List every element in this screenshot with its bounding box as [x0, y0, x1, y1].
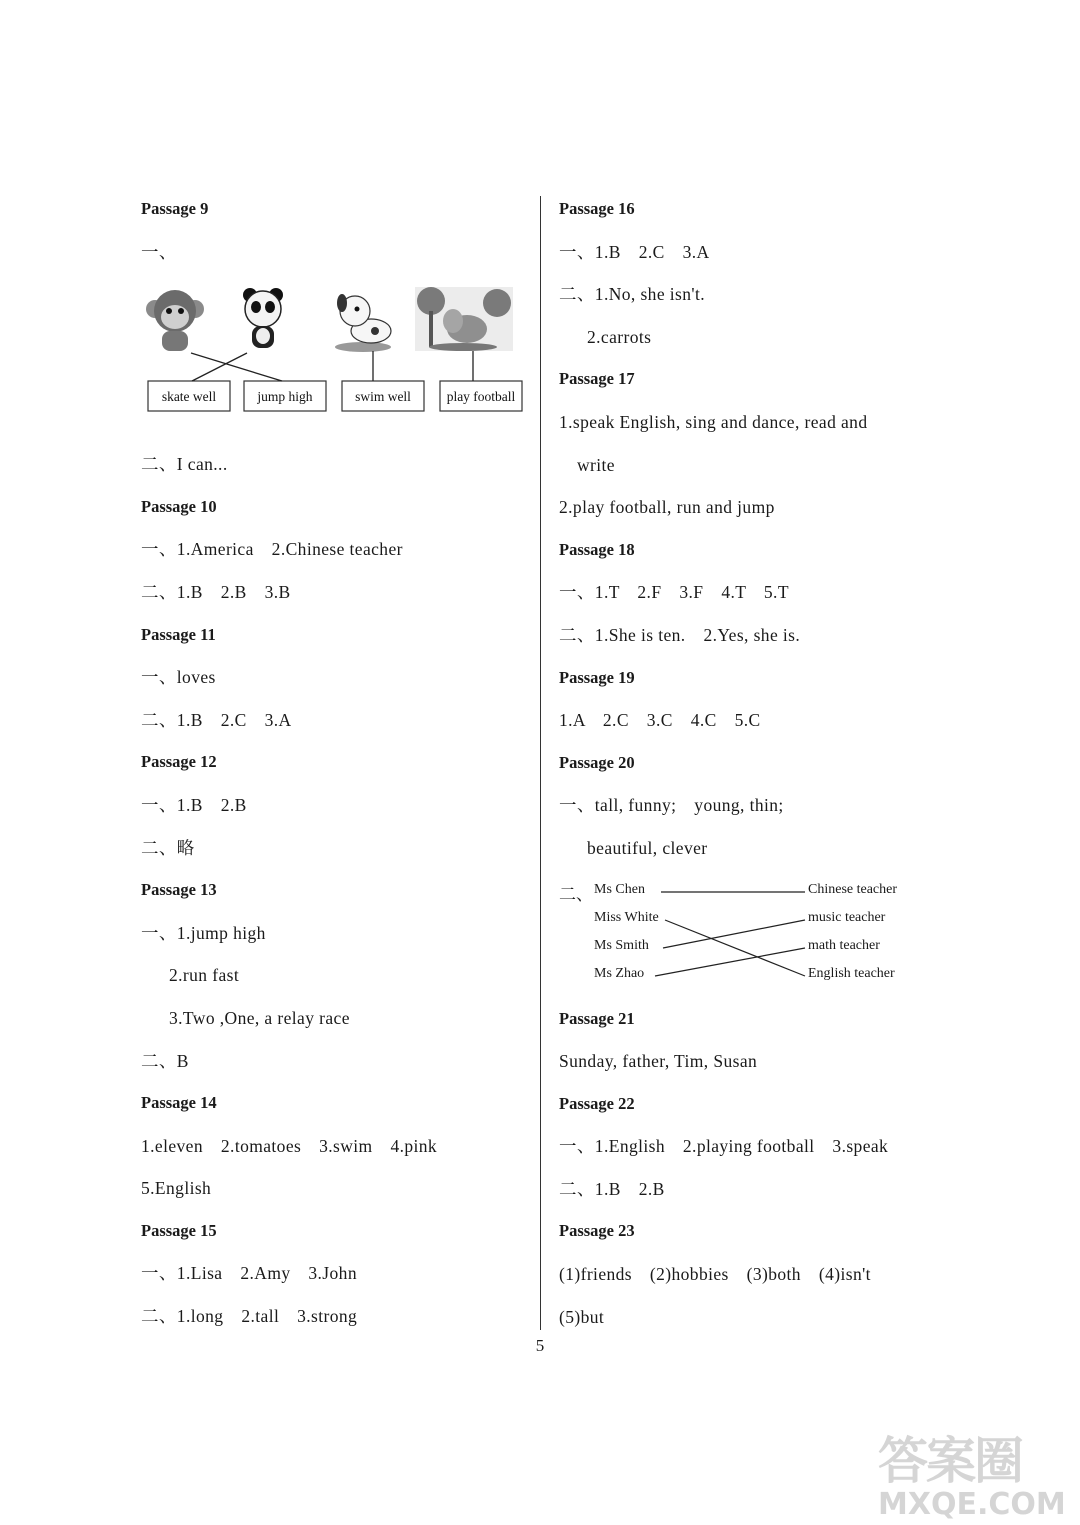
answer-line: 一、1.America 2.Chinese teacher: [141, 539, 403, 560]
passage-heading: Passage 20: [559, 752, 635, 772]
passage-heading: Passage 9: [141, 199, 209, 218]
monkey-icon: [146, 290, 204, 351]
passage-heading: Passage 22: [559, 1093, 635, 1113]
teacher-matching: [559, 878, 959, 1006]
answer-line: 一、1.Lisa 2.Amy 3.John: [141, 1263, 357, 1284]
answer-line: 二、B: [141, 1050, 189, 1071]
answer-line: 一、1.jump high: [141, 922, 266, 943]
answer-line: 二、1.She is ten. 2.Yes, she is.: [559, 624, 801, 645]
answer-line: 1.eleven 2.tomatoes 3.swim 4.pink: [141, 1135, 438, 1156]
connector-line: [191, 353, 282, 381]
elephant-icon: [415, 287, 513, 351]
page-number: 5: [535, 1336, 545, 1355]
passage-heading: Passage 13: [141, 880, 217, 900]
answer-line: 5.English: [141, 1178, 212, 1199]
match-right-label: Chinese teacher: [808, 881, 898, 897]
match-right-label: English teacher: [808, 965, 895, 981]
answer-line: 一、tall, funny; young, thin;: [559, 795, 784, 816]
answer-line: 一、: [141, 241, 177, 262]
answer-line: Sunday, father, Tim, Susan: [559, 1051, 758, 1072]
passage-heading: Passage 16: [559, 199, 635, 218]
answer-line: (1)friends (2)hobbies (3)both (4)isn't: [559, 1264, 871, 1285]
answer-line: write: [577, 454, 615, 475]
match-left-label: Ms Zhao: [594, 965, 645, 981]
answer-line: 二、I can...: [141, 454, 228, 475]
column-divider: [540, 196, 541, 1330]
panda-icon: [243, 288, 283, 348]
answer-line: 二、1.B 2.C 3.A: [141, 709, 292, 730]
answer-line: 二、1.B 2.B 3.B: [141, 581, 291, 602]
dog-icon: [335, 294, 391, 352]
option-box-label: jump high: [257, 389, 313, 405]
section-marker: 二、: [559, 884, 593, 904]
match-left-label: Ms Smith: [594, 937, 649, 953]
option-box-label: swim well: [355, 389, 411, 405]
answer-line: (5)but: [559, 1306, 605, 1327]
answer-line: 1.speak English, sing and dance, read and: [559, 411, 868, 432]
passage-heading: Passage 14: [141, 1093, 217, 1113]
passage-heading: Passage 21: [559, 1008, 635, 1028]
connector-line: [192, 353, 247, 381]
watermark-text-url: MXQE.COM: [878, 1487, 1066, 1522]
match-line: [655, 948, 805, 976]
passage-heading: Passage 12: [141, 752, 217, 772]
option-box: [244, 381, 326, 411]
right-column: [559, 196, 959, 1346]
answer-line: 一、1.B 2.B: [141, 794, 247, 815]
passage-heading: Passage 19: [559, 667, 635, 687]
answer-line: 2.run fast: [169, 965, 240, 986]
passage-heading: Passage 23: [559, 1221, 635, 1241]
passage-heading: Passage 18: [559, 539, 635, 559]
passage-heading: Passage 15: [141, 1220, 217, 1240]
match-line: [663, 920, 805, 948]
answer-line: 2.play football, run and jump: [559, 497, 775, 518]
answer-line: 2.carrots: [587, 326, 652, 347]
left-column: [141, 196, 531, 1346]
option-box-label: skate well: [161, 389, 217, 405]
match-right-label: music teacher: [808, 909, 886, 925]
option-box: [440, 381, 522, 411]
watermark-logo: [878, 1421, 1066, 1522]
passage-heading: Passage 10: [141, 496, 217, 516]
matching-figure: [141, 281, 531, 451]
answer-line: 1.A 2.C 3.C 4.C 5.C: [559, 710, 761, 731]
option-box-label: play football: [446, 389, 516, 405]
answer-line: 二、1.B 2.B: [559, 1178, 665, 1199]
match-right-label: math teacher: [808, 937, 880, 953]
answer-line: 一、1.B 2.C 3.A: [559, 241, 710, 262]
answer-line: 二、1.long 2.tall 3.strong: [141, 1306, 358, 1327]
passage-heading: Passage 17: [559, 369, 635, 389]
answer-line: 一、1.English 2.playing football 3.speak: [559, 1136, 889, 1157]
match-line: [665, 920, 805, 976]
answer-line: 二、略: [141, 837, 195, 858]
answer-line: 二、1.No, she isn't.: [559, 284, 705, 305]
match-left-label: Ms Chen: [594, 881, 645, 897]
option-box: [342, 381, 424, 411]
passage-heading: Passage 11: [141, 624, 216, 644]
answer-line: 3.Two ,One, a relay race: [169, 1007, 350, 1028]
answer-line: 一、loves: [141, 667, 216, 688]
watermark-text-cn: 答案圈: [878, 1432, 1022, 1490]
answer-line: beautiful, clever: [587, 837, 708, 858]
match-left-label: Miss White: [594, 909, 659, 925]
answer-line: 一、1.T 2.F 3.F 4.T 5.T: [559, 582, 789, 603]
option-box: [148, 381, 230, 411]
